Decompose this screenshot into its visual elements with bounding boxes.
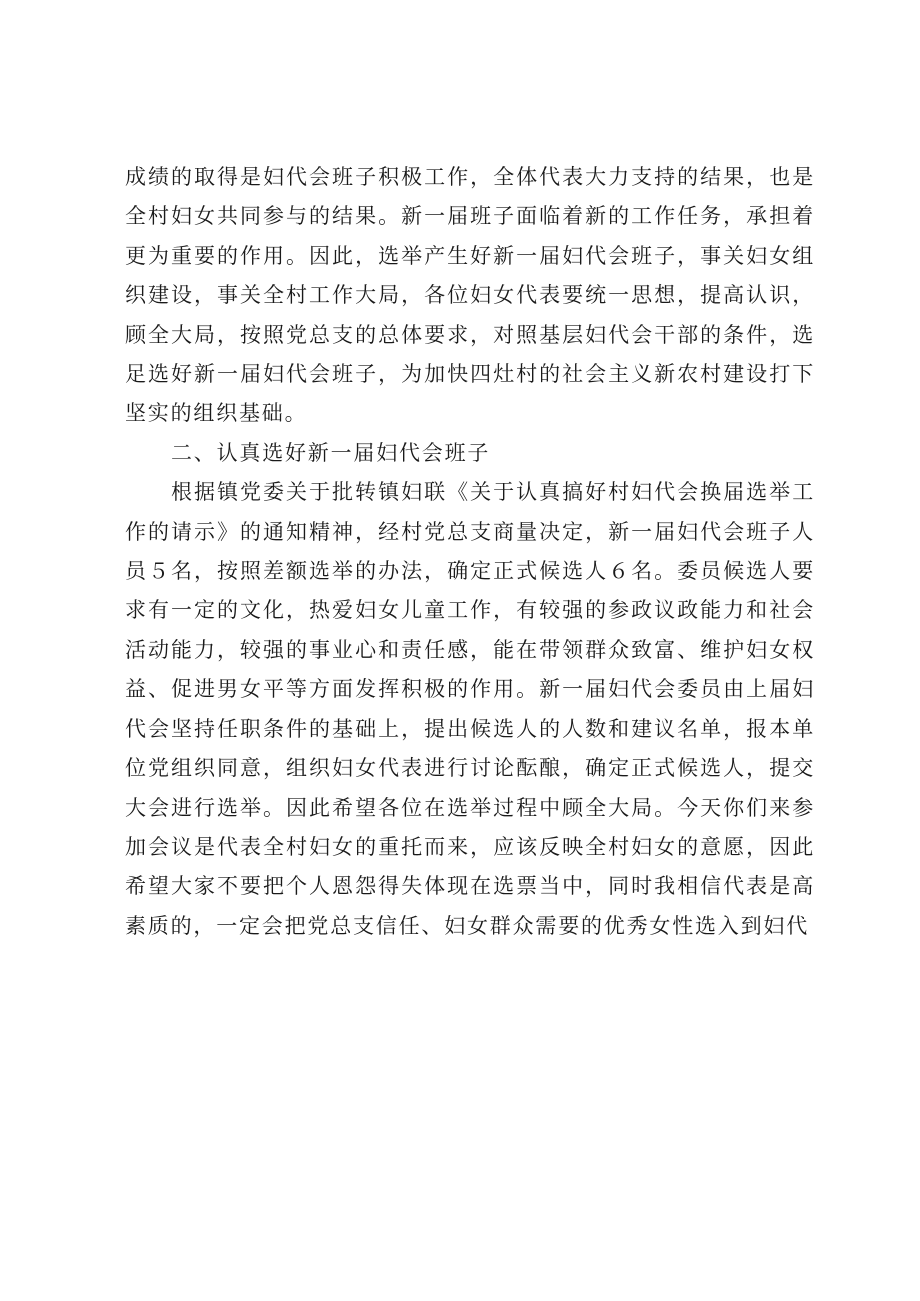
paragraph-continuation: 成绩的取得是妇代会班子积极工作，全体代表大力支持的结果，也是全村妇女共同参与的结果。新一届班子面临着新的工作任务，承担着更为重要的作用。因此，选举产生好新一届妇代会班子，事关妇女组织建设，事关全村工作大局，各位妇女代表要统一思想，提高认识，顾全大局，按照党总支的总体要求，对照基层妇代会干部的条件，选足选好新一届妇代会班子，为加快四灶村的社会主义新农村建设打下坚实的组织基础。	[125, 165, 815, 426]
document-body	[125, 158, 815, 946]
section-heading: 二、认真选好新一届妇代会班子	[171, 440, 491, 465]
paragraph-body: 根据镇党委关于批转镇妇联《关于认真搞好村妇代会换届选举工作的请示》的通知精神，经村党总支商量决定，新一届妇代会班子人员５名，按照差额选举的办法，确定正式候选人６名。委员候选人要求有一定的文化，热爱妇女儿童工作，有较强的参政议政能力和社会活动能力，较强的事业心和责任感，能在带领群众致富、维护妇女权益、促进男女平等方面发挥积极的作用。新一届妇代会委员由上届妇代会坚持任职条件的基础上，提出候选人的人数和建议名单，报本单位党组织同意，组织妇女代表进行讨论酝酿，确定正式候选人，提交大会进行选举。因此希望各位在选举过程中顾全大局。今天你们来参加会议是代表全村妇女的重托而来，应该反映全村妇女的意愿，因此希望大家不要把个人恩怨得失体现在选票当中，同时我相信代表是高素质的，一定会把党总支信任、妇女群众需要的优秀女性选入到妇代	[125, 480, 815, 938]
